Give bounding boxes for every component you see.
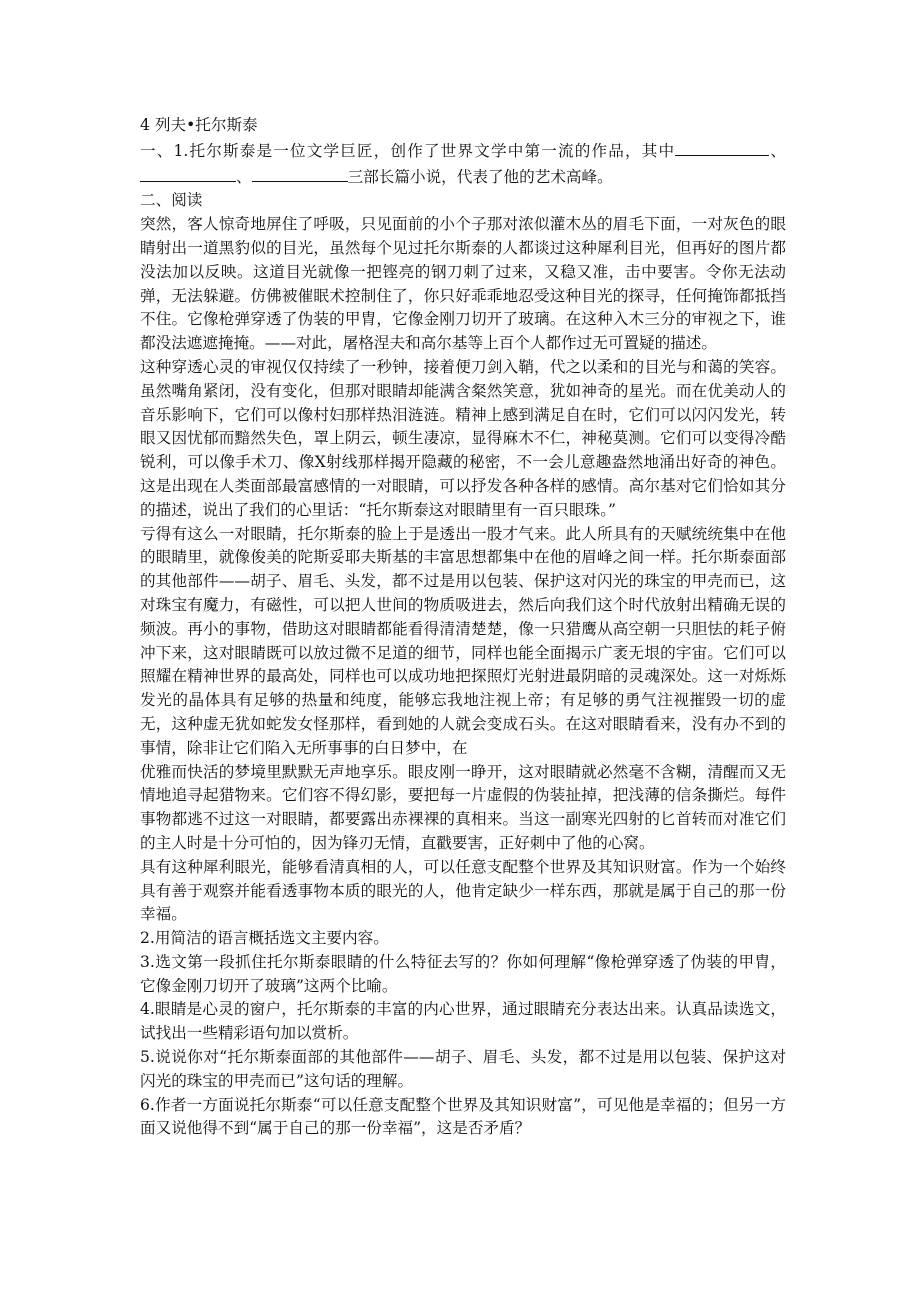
- passage-paragraph-5: 具有这种犀利眼光，能够看清真相的人，可以任意支配整个世界及其知识财富。作为一个始终具有善于观察并能看透事物本质的眼光的人，他肯定缺少一样东西，那就是属于自己的那一份幸福。: [140, 857, 786, 924]
- question-1-sep-1: 、: [769, 141, 786, 160]
- document-title: 4 列夫•托尔斯泰: [140, 116, 258, 134]
- passage-paragraph-4: 优雅而快活的梦境里默默无声地享乐。眼皮刚一睁开，这对眼睛就必然毫不含糊，清醒而又无情地追寻起猎物来。它们容不得幻影，要把每一片虚假的伪装扯掉，把浅薄的信条撕烂。每件事物都逃不过这一对眼睛，都要露出赤裸裸的真相来。当这一副寒光四射的匕首转而对准它们的主人时是十分可怕的，因为锋刃无情，直戳要害，正好刺中了他的心窝。: [140, 762, 786, 852]
- answer-blank-3[interactable]: [252, 164, 348, 182]
- question-1-sep-2: 、: [236, 167, 252, 186]
- document-body: [140, 114, 786, 1141]
- question-1-prefix: 一、1.托尔斯泰是一位文学巨匠，创作了世界文学中第一流的作品，其中: [140, 141, 676, 160]
- question-1-suffix: 三部长篇小说，代表了他的艺术高峰。: [347, 167, 613, 186]
- answer-blank-2[interactable]: [140, 164, 236, 182]
- answer-blank-1[interactable]: [675, 138, 769, 156]
- question-2: 2.用简洁的语言概括选文主要内容。: [140, 929, 389, 948]
- question-3: 3.选文第一段抓住托尔斯泰眼睛的什么特征去写的？你如何理解“像枪弹穿透了伪装的甲胄，它像金刚刀切开了玻璃”这两个比喻。: [140, 952, 786, 995]
- section-heading-reading: 二、阅读: [140, 191, 203, 210]
- question-5: 5.说说你对“托尔斯泰面部的其他部件——胡子、眉毛、头发，都不过是用以包装、保护这对闪光的珠宝的甲壳而已”这句话的理解。: [140, 1048, 786, 1090]
- question-4: 4.眼睛是心灵的窗户，托尔斯泰的丰富的内心世界，通过眼睛充分表达出来。认真品读选文，试找出一些精彩语句加以赏析。: [140, 1000, 786, 1043]
- question-6: 6.作者一方面说托尔斯泰“可以任意支配整个世界及其知识财富”，可见他是幸福的；但另一方面又说他得不到“属于自己的那一份幸福”，这是否矛盾？: [140, 1095, 786, 1138]
- passage-paragraph-1: 突然，客人惊奇地屏住了呼吸，只见面前的小个子那对浓似灌木丛的眉毛下面，一对灰色的眼睛射出一道黑豹似的目光，虽然每个见过托尔斯泰的人都谈过这种犀利目光，但再好的图片都没法加以反映。这道目光就像一把铿亮的钢刀刺了过来，又稳又准，击中要害。令你无法动弹，无法躲避。仿佛被催眠术控制住了，你只好乖乖地忍受这种目光的探寻，任何掩饰都抵挡不住。它像枪弹穿透了伪装的甲胄，它像金刚刀切开了玻璃。在这种入木三分的审视之下，谁都没法遮遮掩掩。——对此，屠格涅夫和高尔基等上百个人都作过无可置疑的描述。: [140, 215, 786, 353]
- passage-paragraph-2: 这种穿透心灵的审视仅仅持续了一秒钟，接着便刀剑入鞘，代之以柔和的目光与和蔼的笑容。虽然嘴角紧闭，没有变化，但那对眼睛却能满含粲然笑意，犹如神奇的星光。而在优美动人的音乐影响下，它们可以像村妇那样热泪涟涟。精神上感到满足自在时，它们可以闪闪发光，转眼又因忧郁而黯然失色，罩上阴云，顿生凄凉，显得麻木不仁，神秘莫测。它们可以变得冷酷锐利，可以像手术刀、像X射线那样揭开隐藏的秘密，不一会儿意趣盎然地涌出好奇的神色。这是出现在人类面部最富感情的一对眼睛，可以抒发各种各样的感情。高尔基对它们恰如其分的描述，说出了我们的心里话：“托尔斯泰这对眼睛里有一百只眼珠。”: [140, 357, 786, 519]
- passage-paragraph-3: 亏得有这么一对眼睛，托尔斯泰的脸上于是透出一股才气来。此人所具有的天赋统统集中在他的眼睛里，就像俊美的陀斯妥耶夫斯基的丰富思想都集中在他的眉峰之间一样。托尔斯泰面部的其他部件——胡子、眉毛、头发，都不过是用以包装、保护这对闪光的珠宝的甲壳而已，这对珠宝有魔力，有磁性，可以把人世间的物质吸进去，然后向我们这个时代放射出精确无误的频波。再小的事物，借助这对眼睛都能看得清清楚楚，像一只猎鹰从高空朝一只胆怯的耗子俯冲下来，这对眼睛既可以放过微不足道的细节，同样也能全面揭示广袤无垠的宇宙。它们可以照耀在精神世界的最高处，同样也可以成功地把探照灯光射进最阴暗的灵魂深处。这一对烁烁发光的晶体具有足够的热量和纯度，能够忘我地注视上帝；有足够的勇气注视摧毁一切的虚无，这种虚无犹如蛇发女怪那样，看到她的人就会变成石头。在这对眼睛看来，没有办不到的事情，除非让它们陷入无所事事的白日梦中，在: [140, 524, 786, 757]
- question-1: [140, 138, 786, 190]
